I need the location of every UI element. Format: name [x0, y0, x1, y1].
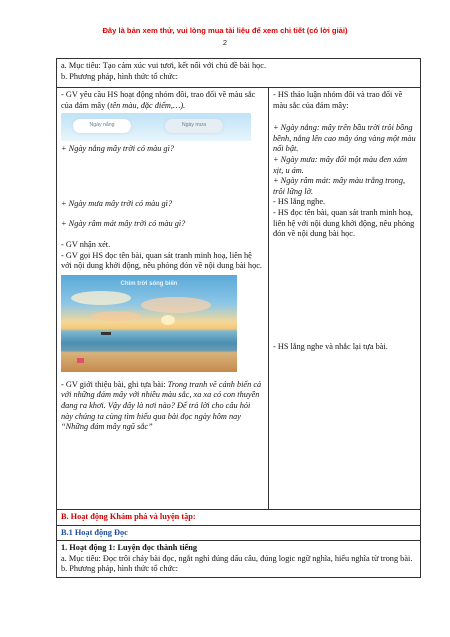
activity1-title: 1. Hoạt động 1: Luyện đọc thành tiếng: [61, 543, 197, 553]
teacher-task-text: - GV yêu cầu HS hoạt động nhóm đôi, trao đổi về màu sắc của đám mây (: [61, 90, 256, 110]
student-repeat: - HS lắng nghe và nhắc lại tựa bài.: [273, 341, 388, 351]
flag-icon: [77, 358, 84, 363]
cloud-rainy-label: Ngày mưa: [181, 122, 207, 129]
activity1-cell: [57, 541, 421, 578]
cloud-shape: [71, 291, 131, 305]
intro-method: b. Phương pháp, hình thức tổ chức:: [61, 71, 178, 81]
section-b1-title: B.1 Hoạt động Đọc: [61, 527, 128, 537]
cloud-sunny-icon: [73, 119, 131, 133]
answer-sunny: + Ngày nắng: mây trên bầu trời trôi bồng bềnh, nắng lên cao mây óng vàng một màu nổi bật.: [273, 123, 416, 154]
boat-icon: [101, 332, 111, 335]
section-b-title: B. Hoạt động Khám phá và luyện tập:: [61, 512, 196, 521]
student-listen: - HS lắng nghe.: [273, 197, 326, 207]
teacher-call: - GV gọi HS đọc tên bài, quan sát tranh minh hoạ, liên hệ với nội dung khởi động, nêu phỏng đón về nội dung bài học.: [61, 250, 262, 271]
preview-banner: Đây là bản xem thử, vui lòng mua tài liệu để xem chi tiết (có lời giải): [102, 26, 348, 35]
cloud-shape: [141, 297, 211, 313]
section-b-cell: [57, 510, 421, 526]
student-column: [269, 88, 421, 510]
question-rainy: + Ngày mưa mây trời có màu gì?: [61, 198, 173, 208]
cloud-sunny-label: Ngày nắng: [89, 122, 115, 129]
teacher-column: [57, 88, 269, 510]
page-number: 2: [222, 38, 228, 47]
intro-goal: a. Mục tiêu: Tạo cảm xúc vui tươi, kết nối với chủ đề bài học.: [61, 61, 267, 70]
cloud-illustration: [61, 113, 251, 141]
sea-illustration: [61, 275, 237, 372]
teacher-task-italic: tên màu, đặc điểm,…).: [110, 100, 186, 110]
answer-rainy: + Ngày mưa: mây đổi một màu đen xám xịt, u ám.: [273, 154, 408, 175]
cloud-rainy-icon: [165, 119, 223, 133]
activity1-method: b. Phương pháp, hình thức tổ chức:: [61, 564, 178, 574]
teacher-intro-text: - GV giới thiệu bài, ghi tựa bài:: [61, 379, 168, 389]
lesson-table: [56, 58, 421, 578]
section-b1-cell: [57, 525, 421, 541]
activity1-goal: a. Mục tiêu: Đọc trôi chảy bài đọc, ngắt nghỉ đúng dấu câu, đúng logic ngữ nghĩa, hiểu nghĩa từ trong bài.: [61, 553, 413, 563]
student-discuss: - HS thảo luận nhóm đôi và trao đổi về màu sắc của đám mây:: [273, 90, 403, 110]
intro-cell: [57, 59, 421, 88]
teacher-intro-italic: Trong tranh vẽ cảnh biển cả với những đám mây với nhiều màu sắc, xa xa có con thuyền đang ra khơi. Vậy đây là nơi nào? Để trả lời cho câu hỏi này chúng ta cùng tìm hiểu qua bài đọc ngày hôm nay “Những đám mây ngũ sắc”: [61, 379, 262, 432]
question-cool: + Ngày râm mát mây trời có màu gì?: [61, 219, 186, 229]
teacher-comment: - GV nhận xét.: [61, 239, 111, 249]
teacher-task: [61, 90, 264, 111]
student-read: - HS đọc tên bài, quan sát tranh minh hoạ, liên hệ với nội dung khởi động, nêu phỏng đón về nội dung bài học.: [273, 207, 415, 239]
illustration-title: Chim trời sóng biển: [120, 280, 178, 287]
cloud-shape: [91, 311, 141, 321]
question-sunny: + Ngày nắng mây trời có màu gì?: [61, 144, 175, 154]
teacher-intro: [61, 380, 264, 433]
answer-cool: + Ngày râm mát: mây màu trắng trong, trôi lững lờ.: [273, 176, 406, 196]
sun-icon: [161, 315, 175, 325]
